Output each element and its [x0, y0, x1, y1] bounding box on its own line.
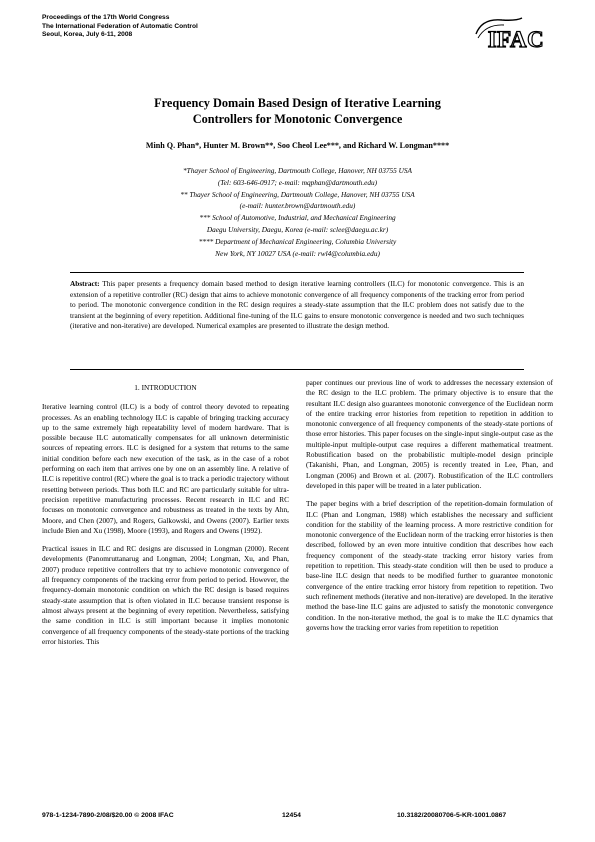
affiliation-line: New York, NY 10027 USA (e-mail: rwl4@columbia.edu) — [215, 248, 380, 258]
affiliation-line: *** School of Automotive, Industrial, and Mechanical Engineering — [199, 213, 396, 223]
affiliation-line: ** Thayer School of Engineering, Dartmouth College, Hanover, NH 03755 USA — [180, 189, 415, 199]
affiliation-line: (Tel: 603-646-0917; e-mail: mqphan@dartmouth.edu) — [217, 177, 378, 187]
logo-text: IFAC — [487, 27, 545, 52]
proceedings-header — [42, 14, 198, 40]
header-line-congress: Proceedings of the 17th World Congress — [42, 14, 170, 21]
paper-title — [42, 96, 553, 127]
body-paragraph: Practical issues in ILC and RC designs are discussed in Longman (2000). Recent developments (Panomruttanarug and Longman, 2004; Longman, Xu, and Phan, 2007) produce repetitive controllers that try to achieve monotonic convergence of all frequency components of the tracking error from period to period. However, the frequency-domain monotonic condition on which the RC design is based requires steady-state assumption that is often violated in ILC because transient response is almost always present at the beginning of every repetition. Nevertheless, satisfying the same condition in ILC is still important because it implies monotonic convergence of all frequency components of the steady-state portions of the tracking error histories. This — [42, 544, 289, 646]
right-column — [306, 378, 553, 641]
abstract — [70, 279, 524, 332]
affiliation-line: Daegu University, Daegu, Korea (e-mail: sclee@daegu.ac.kr) — [206, 224, 389, 234]
footer-doi: 10.3182/20080706-5-KR-1001.0867 — [397, 812, 507, 819]
abstract-top-rule — [70, 272, 524, 273]
header-line-federation: The International Federation of Automatic Control — [42, 22, 198, 30]
ifac-logo — [472, 14, 556, 56]
header-line-location: Seoul, Korea, July 6-11, 2008 — [42, 31, 133, 39]
abstract-bottom-rule — [70, 369, 524, 370]
body-paragraph: paper continues our previous line of work to addresses the necessary extension of the RC design to the ILC problem. The primary objective is to ensure that the resultant ILC design also guarantees monotonic convergence of the Euclidean norm of the entire tracking error histories from repetition to repetition in addition to monotonic convergence of all frequency components of the steady-state portions of those error histories. This paper focuses on the single-input single-output case as the multiple-input multiple-output case requires a different mathematical treatment. Robustification based on the probabilistic multiple-model design principle (Takanishi, Phan, and Longman, 2005) is recently treated in Lee, Phan, and Longman (2006) and Brown et al. (2007). Robustification of the ILC controllers developed in this paper will be treated in a later publication. — [306, 378, 553, 490]
title-line-1: Frequency Domain Based Design of Iterative Learning — [154, 96, 441, 110]
abstract-text: This paper presents a frequency domain based method to design iterative learning controllers (ILC) for monotonic convergence. This is an extension of a repetitive controller (RC) design that aims to achieve monotonic convergence of all frequency components of the tracking error from period to period. The monotonic convergence condition in the RC design requires a steady-state assumption that the ILC problem does not satisfy due to the transient at the beginning of every repetition. Additional fine-tuning of the ILC gains to ensure monotonic convergence is needed and two such techniques (iterative and non-iterative) are developed. Numerical examples are presented to illustrate the design method. — [70, 279, 524, 331]
affiliation-line: *Thayer School of Engineering, Dartmouth College, Hanover, NH 03755 USA — [182, 166, 413, 175]
section-heading-introduction: 1. INTRODUCTION — [134, 383, 197, 392]
left-column — [42, 383, 289, 655]
affiliations — [42, 165, 553, 259]
affiliation-line: **** Department of Mechanical Engineering, Columbia University — [198, 236, 397, 246]
author-list: Minh Q. Phan*, Hunter M. Brown**, Soo Cheol Lee***, and Richard W. Longman**** — [145, 141, 450, 150]
title-line-2: Controllers for Monotonic Convergence — [192, 111, 403, 126]
footer-isbn: 978-1-1234-7890-2/08/$20.00 © 2008 IFAC — [42, 812, 174, 819]
footer-page-number: 12454 — [282, 812, 301, 819]
body-paragraph: Iterative learning control (ILC) is a body of control theory devoted to repeating processes. As an enabling technology ILC is capable of bringing tracking accuracy up to the same extremely high repeatability level of modern hardware. That is possible because ILC automatically compensates for all unknown deterministic sources of repeating errors. ILC is designed for a system that returns to the same initial condition before each new execution of the task, as in the case of a robot performing on each item that arrives one by one on an assembly line. A relative of ILC is repetitive control (RC) where the goal is to track a periodic trajectory without resetting between periods. Thus both ILC and RC are particularly suitable for ultra-precision repetitive manufacturing processes. Recent research in ILC and RC focuses on monotonic convergence and robustness as treated in the texts by Ahn, Moore, and Chen (2007), and Rogers, Galkowski, and Owens (2007). Earlier texts include Bien and Xu (1998), Moore (1993), and Rogers and Owens (1992). — [42, 402, 289, 535]
body-paragraph: The paper begins with a brief description of the repetition-domain formulation of ILC (Phan and Longman, 1988) which establishes the necessary and sufficient condition for the stability of the learning process. A more restrictive condition for monotonic convergence of the Euclidean norm of the tracking error histories is then described, followed by an even more intuitive condition that describes how each frequency component of the steady-state tracking error history varies from repetition to repetition. This steady-state condition will then be used to produce a base-line ILC design that needs to be modified further to guarantee monotonic convergence of the entire tracking error history from repetition to repetition. Two such refinement methods (iterative and non-iterative) are developed. In the iterative method the base-line ILC gains are adjusted to satisfy the monotonic convergence condition. In the non-iterative method, the goal is to make the ILC dynamics that governs how the tracking error varies from repetition to repetition — [306, 499, 553, 632]
affiliation-line: (e-mail: hunter.brown@dartmouth.edu) — [239, 201, 356, 211]
abstract-label: Abstract: — [70, 279, 100, 288]
